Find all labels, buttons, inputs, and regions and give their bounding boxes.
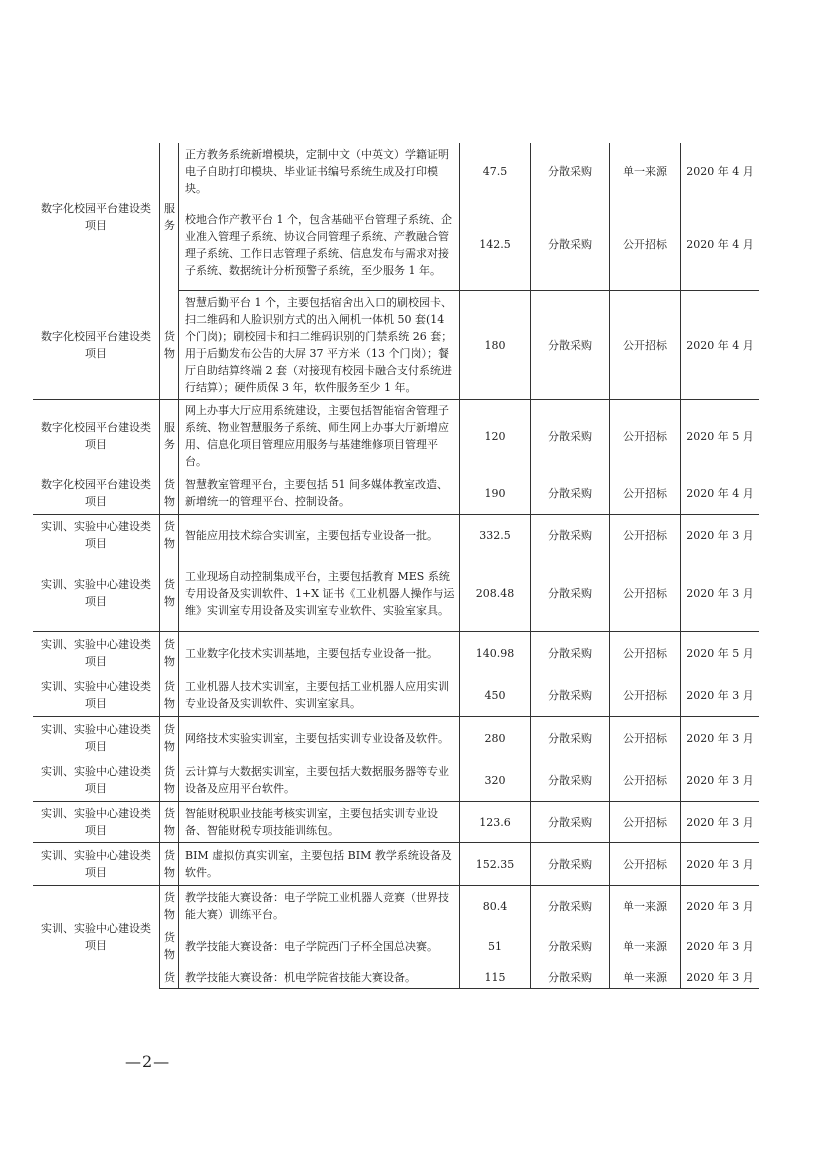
project-cell: 数字化校园平台建设类项目	[33, 291, 160, 400]
method-cell: 分散采购	[531, 886, 610, 927]
budget-cell: 80.4	[460, 886, 531, 927]
type-cell: 货物	[160, 759, 179, 802]
budget-cell: 51	[460, 926, 531, 966]
content-cell: 教学技能大赛设备：机电学院省技能大赛设备。	[179, 966, 460, 989]
budget-cell: 115	[460, 966, 531, 989]
date-cell: 2020 年 3 月	[681, 759, 760, 802]
content-cell: 网上办事大厅应用系统建设，主要包括智能宿舍管理子系统、物业智慧服务子系统、师生网上办事大厅新增应用、信息化项目管理应用服务与基建维修项目管理平台。	[179, 400, 460, 473]
type-cell: 货物	[160, 843, 179, 886]
date-cell: 2020 年 3 月	[681, 843, 760, 886]
table-row	[33, 674, 759, 717]
type-cell: 服务	[160, 143, 179, 291]
project-cell: 实训、实验中心建设类项目	[33, 674, 160, 717]
budget-cell: 140.98	[460, 632, 531, 675]
method-cell: 分散采购	[531, 199, 610, 291]
type-cell: 货物	[160, 632, 179, 675]
type-cell: 货物	[160, 555, 179, 632]
type-cell: 货物	[160, 291, 179, 400]
budget-cell: 332.5	[460, 515, 531, 556]
project-cell: 实训、实验中心建设类项目	[33, 886, 160, 989]
method-cell: 分散采购	[531, 759, 610, 802]
method-cell: 分散采购	[531, 143, 610, 199]
project-cell: 实训、实验中心建设类项目	[33, 759, 160, 802]
date-cell: 2020 年 4 月	[681, 291, 760, 400]
content-cell: 教学技能大赛设备：电子学院工业机器人竞赛（世界技能大赛）训练平台。	[179, 886, 460, 927]
budget-cell: 142.5	[460, 199, 531, 291]
content-cell: 教学技能大赛设备：电子学院西门子杯全国总决赛。	[179, 926, 460, 966]
org-cell: 单一来源	[610, 143, 681, 199]
method-cell: 分散采购	[531, 717, 610, 760]
method-cell: 分散采购	[531, 472, 610, 515]
date-cell: 2020 年 5 月	[686, 646, 754, 660]
content-cell: 网络技术实验实训室，主要包括实训专业设备及软件。	[179, 717, 460, 760]
date-cell: 2020 年 3 月	[681, 674, 760, 717]
method-cell: 分散采购	[531, 802, 610, 843]
org-cell: 公开招标	[610, 472, 681, 515]
content-cell: 工业数字化技术实训基地，主要包括专业设备一批。	[179, 632, 460, 675]
project-cell: 实训、实验中心建设类项目	[33, 515, 160, 556]
content-cell: 云计算与大数据实训室，主要包括大数据服务器等专业设备及应用平台软件。	[179, 759, 460, 802]
type-cell: 货物	[160, 926, 179, 966]
date-cell: 2020 年 3 月	[681, 555, 760, 632]
project-cell: 数字化校园平台建设类项目	[33, 143, 160, 291]
date-cell: 2020 年 3 月	[681, 966, 760, 989]
method-cell: 分散采购	[531, 843, 610, 886]
org-cell: 公开招标	[610, 843, 681, 886]
date-cell: 2020 年 3 月	[686, 528, 754, 542]
table-row	[33, 717, 759, 760]
method-cell: 分散采购	[531, 966, 610, 989]
org-cell: 公开招标	[610, 674, 681, 717]
content-cell: 智慧教室管理平台，主要包括 51 间多媒体教室改造、新增统一的管理平台、控制设备。	[179, 472, 460, 515]
org-cell: 单一来源	[610, 966, 681, 989]
table-row	[33, 400, 759, 473]
budget-cell: 47.5	[460, 143, 531, 199]
type-cell: 货物	[160, 802, 179, 843]
date-cell: 2020 年 3 月	[686, 731, 754, 745]
date-cell: 2020 年 3 月	[681, 802, 760, 843]
org-cell: 公开招标	[610, 555, 681, 632]
org-cell: 公开招标	[610, 759, 681, 802]
table-row	[33, 555, 759, 632]
project-cell: 数字化校园平台建设类项目	[33, 400, 160, 473]
org-cell: 公开招标	[610, 291, 681, 400]
org-cell: 单一来源	[610, 926, 681, 966]
budget-cell: 152.35	[460, 843, 531, 886]
table-row	[33, 759, 759, 802]
content-cell: 智能财税职业技能考核实训室，主要包括实训专业设备、智能财税专项技能训练包。	[179, 802, 460, 843]
project-cell: 实训、实验中心建设类项目	[33, 717, 160, 760]
date-cell: 2020 年 5 月	[686, 429, 754, 443]
type-cell: 服务	[160, 400, 179, 473]
project-cell: 实训、实验中心建设类项目	[33, 555, 160, 632]
content-cell: 工业现场自动控制集成平台，主要包括教育 MES 系统专用设备及实训软件、1+X 证书《工业机器人操作与运维》实训室专用设备及实训室专业软件、实验室家具。	[179, 555, 460, 632]
budget-cell: 208.48	[460, 555, 531, 632]
method-cell: 分散采购	[531, 674, 610, 717]
type-cell: 货物	[160, 674, 179, 717]
budget-cell: 280	[460, 717, 531, 760]
method-cell: 分散采购	[531, 291, 610, 400]
org-cell: 公开招标	[610, 400, 681, 473]
table-row	[33, 143, 759, 199]
type-cell: 货物	[160, 717, 179, 760]
date-cell: 2020 年 4 月	[681, 472, 760, 515]
table-row	[33, 291, 759, 400]
content-cell: BIM 虚拟仿真实训室，主要包括 BIM 教学系统设备及软件。	[179, 843, 460, 886]
org-cell: 公开招标	[610, 632, 681, 675]
date-cell: 2020 年 3 月	[686, 899, 754, 913]
org-cell: 公开招标	[610, 802, 681, 843]
project-cell: 数字化校园平台建设类项目	[33, 472, 160, 515]
procurement-table	[33, 143, 759, 989]
method-cell: 分散采购	[531, 515, 610, 556]
type-cell: 货	[160, 966, 179, 989]
type-cell: 货物	[160, 515, 179, 556]
org-cell: 单一来源	[610, 886, 681, 927]
table-row	[33, 886, 759, 927]
table-row	[33, 843, 759, 886]
content-cell: 智慧后勤平台 1 个，主要包括宿舍出入口的刷校园卡、扫二维码和人脸识别方式的出入闸机一体机 50 套(14 个门岗)；刷校园卡和扫二维码识别的门禁系统 26 套；用于后勤发布公告的大屏 37 平方米（13 个门岗）；餐厅自助结算终端 2 套（对接现有校园卡融合支付系统进行结算）；硬件质保 3 年，软件服务至少 1 年。	[179, 291, 460, 400]
content-cell: 校地合作产教平台 1 个，包含基础平台管理子系统、企业准入管理子系统、协议合同管理子系统、产教融合管理子系统、工作日志管理子系统、信息发布与需求对接子系统、数据统计分析预警子系统，至少服务 1 年。	[179, 199, 460, 291]
method-cell: 分散采购	[531, 926, 610, 966]
table-row	[33, 802, 759, 843]
org-cell: 公开招标	[610, 717, 681, 760]
type-cell: 货物	[160, 472, 179, 515]
budget-cell: 450	[460, 674, 531, 717]
date-cell: 2020 年 3 月	[686, 939, 754, 953]
table-row	[33, 515, 759, 556]
method-cell: 分散采购	[531, 632, 610, 675]
budget-cell: 320	[460, 759, 531, 802]
content-cell: 正方教务系统新增模块，定制中文（中英文）学籍证明电子自助打印模块、毕业证书编号系统生成及打印模块。	[179, 143, 460, 199]
budget-cell: 190	[460, 472, 531, 515]
org-cell: 公开招标	[610, 199, 681, 291]
content-cell: 智能应用技术综合实训室，主要包括专业设备一批。	[179, 515, 460, 556]
org-cell: 公开招标	[610, 515, 681, 556]
date-cell: 2020 年 4 月	[686, 164, 754, 178]
page-number: —2—	[125, 1052, 171, 1071]
budget-cell: 123.6	[460, 802, 531, 843]
budget-cell: 120	[460, 400, 531, 473]
table-row	[33, 472, 759, 515]
method-cell: 分散采购	[531, 555, 610, 632]
project-cell: 实训、实验中心建设类项目	[33, 843, 160, 886]
content-cell: 工业机器人技术实训室，主要包括工业机器人应用实训专业设备及实训软件、实训室家具。	[179, 674, 460, 717]
date-cell: 2020 年 4 月	[681, 199, 760, 291]
method-cell: 分散采购	[531, 400, 610, 473]
budget-cell: 180	[460, 291, 531, 400]
project-cell: 实训、实验中心建设类项目	[33, 632, 160, 675]
table-row	[33, 632, 759, 675]
project-cell: 实训、实验中心建设类项目	[33, 802, 160, 843]
type-cell: 货物	[160, 886, 179, 927]
